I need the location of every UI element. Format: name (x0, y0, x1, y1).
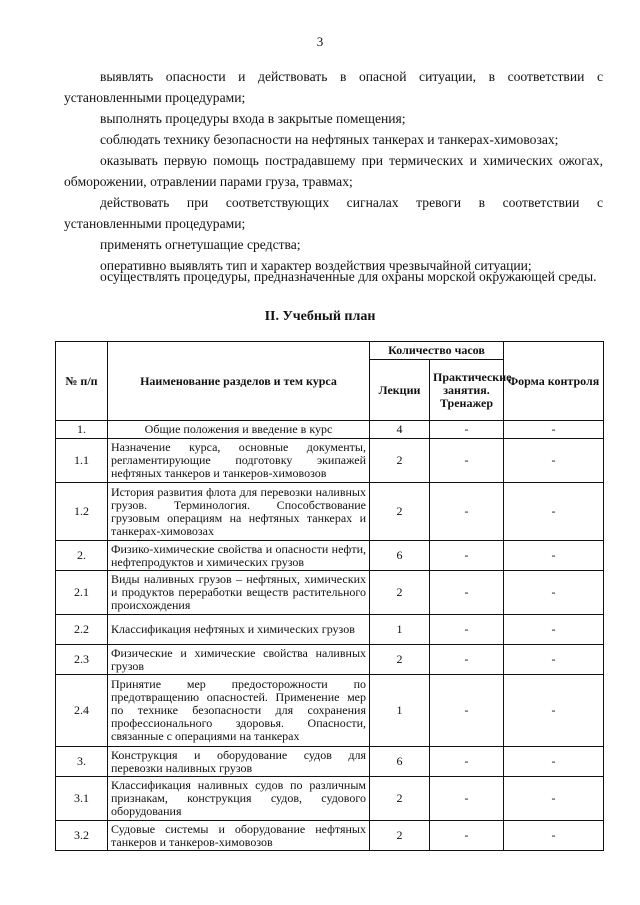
row-number: 3. (56, 747, 108, 777)
row-practice: - (430, 777, 504, 821)
row-control: - (504, 483, 604, 541)
row-practice: - (430, 439, 504, 483)
row-lectures: 1 (370, 615, 430, 645)
row-control: - (504, 541, 604, 571)
row-name: Назначение курса, основные документы, регламентирующие подготовку экипажей нефтяных танкеров и танкеров-химовозов (108, 439, 370, 483)
row-lectures: 4 (370, 421, 430, 439)
table-row (56, 541, 604, 571)
row-number: 3.2 (56, 821, 108, 851)
row-name: История развития флота для перевозки наливных грузов. Терминология. Способствование грузовым операциям на нефтяных танкерах и танкерах-химовозах (108, 483, 370, 541)
paragraph-3: соблюдать технику безопасности на нефтяных танкерах и танкерах-химовозах; (100, 132, 559, 147)
row-practice: - (430, 541, 504, 571)
table-row (56, 645, 604, 675)
paragraph-2: выполнять процедуры входа в закрытые помещения; (100, 111, 406, 126)
row-control: - (504, 777, 604, 821)
row-name: Конструкция и оборудование судов для перевозки наливных грузов (108, 747, 370, 777)
row-control: - (504, 675, 604, 747)
row-lectures: 2 (370, 571, 430, 615)
curriculum-table (55, 341, 604, 851)
section-title: II. Учебный план (264, 309, 376, 324)
row-name: Физические и химические свойства наливных грузов (108, 645, 370, 675)
table-row (56, 821, 604, 851)
row-control: - (504, 645, 604, 675)
row-number: 2.3 (56, 645, 108, 675)
row-practice: - (430, 421, 504, 439)
row-lectures: 2 (370, 439, 430, 483)
paragraph-8: осуществлять процедуры, предназначенные для охраны морской окружающей среды. (100, 269, 597, 284)
header-lectures: Лекции (370, 360, 430, 421)
row-practice: - (430, 645, 504, 675)
row-name: Физико-химические свойства и опасности нефти, нефтепродуктов и химических грузов (108, 541, 370, 571)
row-control: - (504, 821, 604, 851)
row-name: Виды наливных грузов – нефтяных, химических и продуктов переработки веществ растительного происхождения (108, 571, 370, 615)
row-number: 2. (56, 541, 108, 571)
row-practice: - (430, 615, 504, 645)
row-number: 1.1 (56, 439, 108, 483)
paragraph-4: оказывать первую помощь пострадавшему при термических и химических ожогах, обморожении, отравлении парами груза, травмах; (64, 153, 603, 189)
paragraph-1: выявлять опасности и действовать в опасной ситуации, в соответствии с установленными процедурами; (64, 69, 603, 105)
row-practice: - (430, 821, 504, 851)
row-practice: - (430, 747, 504, 777)
paragraph-6: применять огнетушащие средства; (100, 237, 301, 252)
row-control: - (504, 747, 604, 777)
header-hours: Количество часов (370, 342, 504, 360)
row-lectures: 2 (370, 483, 430, 541)
row-lectures: 2 (370, 821, 430, 851)
row-control: - (504, 421, 604, 439)
table-row (56, 571, 604, 615)
header-num: № п/п (56, 342, 108, 421)
row-control: - (504, 439, 604, 483)
row-practice: - (430, 571, 504, 615)
table-row (56, 421, 604, 439)
row-number: 3.1 (56, 777, 108, 821)
row-number: 2.4 (56, 675, 108, 747)
table-row (56, 675, 604, 747)
page-number: 3 (316, 34, 324, 49)
row-name: Классификация наливных судов по различным признакам, конструкция судов, судового оборудования (108, 777, 370, 821)
row-lectures: 6 (370, 541, 430, 571)
row-name: Принятие мер предосторожности по предотвращению опасностей. Применение мер по технике безопасности для сохранения профессионального здоровья. Опасности, связанные с операциями на танкерах (108, 675, 370, 747)
row-lectures: 2 (370, 777, 430, 821)
paragraph-5: действовать при соответствующих сигналах тревоги в соответствии с установленными процедурами; (64, 195, 603, 231)
table-row (56, 439, 604, 483)
row-name: Классификация нефтяных и химических грузов (108, 615, 370, 645)
table-row (56, 483, 604, 541)
header-name: Наименование разделов и тем курса (108, 342, 370, 421)
row-lectures: 1 (370, 675, 430, 747)
row-name: Судовые системы и оборудование нефтяных танкеров и танкеров-химовозов (108, 821, 370, 851)
row-number: 2.2 (56, 615, 108, 645)
table-row (56, 615, 604, 645)
row-control: - (504, 571, 604, 615)
table-row (56, 777, 604, 821)
row-lectures: 6 (370, 747, 430, 777)
row-number: 1.2 (56, 483, 108, 541)
row-name: Общие положения и введение в курс (108, 421, 370, 439)
row-practice: - (430, 483, 504, 541)
row-practice: - (430, 675, 504, 747)
row-number: 1. (56, 421, 108, 439)
header-control: Форма контроля (504, 342, 604, 421)
header-practice: Практические занятия. Тренажер (430, 360, 504, 421)
table-row (56, 747, 604, 777)
row-lectures: 2 (370, 645, 430, 675)
row-number: 2.1 (56, 571, 108, 615)
paragraph-7: оперативно выявлять тип и характер воздействия чрезвычайной ситуации; (100, 258, 532, 273)
row-control: - (504, 615, 604, 645)
